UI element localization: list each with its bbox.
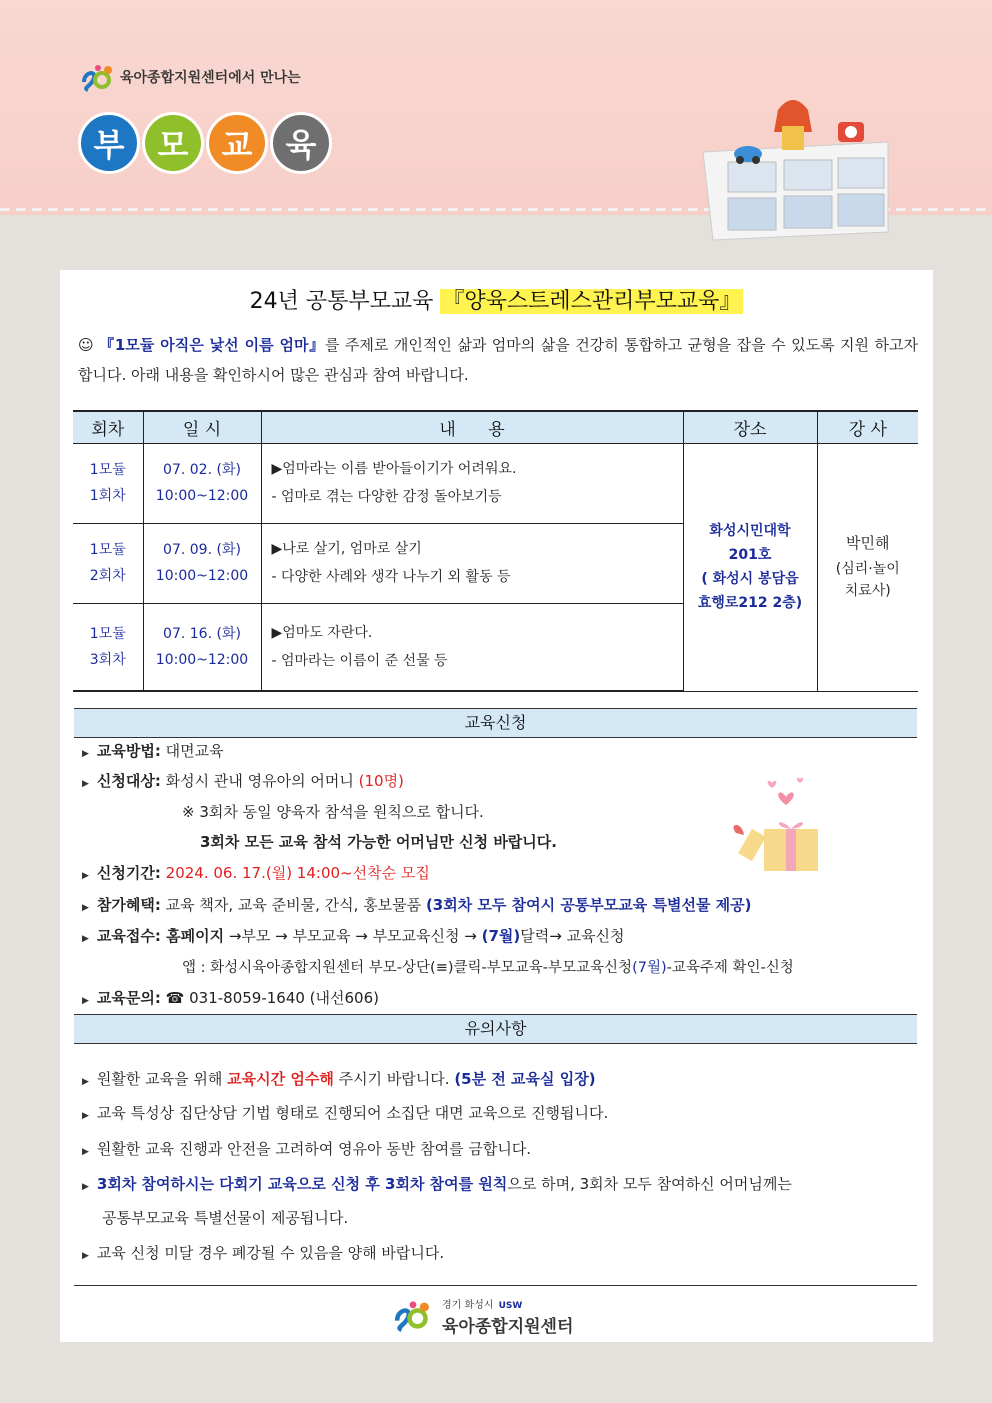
bullet-icon: ▶ <box>82 1251 89 1261</box>
schedule-header-row <box>73 411 918 443</box>
notice-4-rest: 으로 하며, 3회차 모두 참여하신 어머님께는 <box>507 1175 792 1193</box>
row-module: 1모듈 <box>89 462 126 478</box>
row-time: 10:00~12:00 <box>155 488 249 504</box>
notice-1-b: 주시기 바랍니다. <box>333 1070 455 1088</box>
bullet-icon: ▶ <box>82 1182 89 1192</box>
apply-benefit <box>82 894 752 915</box>
footer-city: 경기 화성시 <box>442 1300 494 1311</box>
schedule-table <box>73 410 918 692</box>
apply-app-line <box>182 956 794 977</box>
notice-3 <box>82 1138 531 1159</box>
center-logo-icon <box>80 62 116 92</box>
gift-icon <box>728 775 823 875</box>
reception-home: 홈페이지 <box>160 927 225 945</box>
notice-5 <box>82 1242 444 1263</box>
period-label: 신청기간: <box>96 864 161 882</box>
row-date: 07. 16. (화) <box>163 625 241 642</box>
title-char-bu: 부 <box>78 112 140 174</box>
apply-section-title: 교육신청 <box>74 708 917 738</box>
target-count: (10명) <box>358 772 404 790</box>
notice-1-a: 원활한 교육을 위해 <box>96 1070 228 1088</box>
reception-path: →부모 → 부모교육 → 부모교육신청 → <box>224 927 482 945</box>
row-content-detail: - 엄마로 겪는 다양한 감정 돌아보기등 <box>271 489 502 505</box>
row-date: 07. 02. (화) <box>163 462 241 478</box>
intro-paragraph <box>78 330 918 390</box>
header-subtitle-row <box>80 62 301 92</box>
row-content-title: ▶엄마라는 이름 받아들이기가 어려워요. <box>271 461 517 477</box>
target-label: 신청대상: <box>96 772 161 790</box>
lecturer-name: 박민해 <box>846 534 890 552</box>
notice-3-text: 원활한 교육 진행과 안전을 고려하여 영유아 동반 참여를 금합니다. <box>96 1140 532 1158</box>
lecturer-cell <box>817 443 918 691</box>
smile-icon: ☺ <box>78 336 94 354</box>
notice-section-title: 유의사항 <box>74 1014 917 1044</box>
inquiry-value: ☎ 031-8059-1640 (내선606) <box>160 989 379 1007</box>
col-datetime: 일 시 <box>143 411 261 443</box>
bullet-icon: ▶ <box>82 1077 89 1087</box>
bullet-icon: ▶ <box>82 871 89 881</box>
apply-note-1: ※ 3회차 동일 양육자 참석을 원칙으로 합니다. <box>182 803 484 821</box>
row-date: 07. 09. (화) <box>163 542 241 558</box>
footer-center-name: 육아종합지원센터 <box>442 1317 574 1337</box>
document-title <box>60 284 933 315</box>
row-module: 1모듈 <box>89 625 126 642</box>
row-content-detail: - 다양한 사례와 생각 나누기 외 활동 등 <box>271 569 511 585</box>
parent-education-title <box>78 112 332 174</box>
reception-label: 교육접수: <box>96 927 161 945</box>
title-char-mo: 모 <box>142 112 204 174</box>
location-line: 201호 <box>728 547 772 563</box>
row-session: 2회차 <box>89 568 126 584</box>
row-module: 1모듈 <box>89 542 126 558</box>
period-value: 2024. 06. 17.(월) 14:00~선착순 모집 <box>160 864 430 882</box>
row-session: 1회차 <box>89 488 126 504</box>
col-location: 장소 <box>683 411 817 443</box>
method-label: 교육방법: <box>96 742 161 760</box>
row-content-detail: - 엄마라는 이름이 준 선물 등 <box>271 652 448 669</box>
reception-end: 달력→ 교육신청 <box>520 927 625 945</box>
lecturer-role: (심리·놀이 <box>835 561 900 577</box>
bullet-icon: ▶ <box>82 996 89 1006</box>
title-char-yuk: 육 <box>270 112 332 174</box>
notice-2-text: 교육 특성상 집단상담 기법 형태로 진행되어 소집단 대면 교육으로 진행됩니다. <box>96 1104 609 1122</box>
notice-1-blue: (5분 전 교육실 입장) <box>454 1070 596 1088</box>
notice-4-blue: 3회차 참여하시는 다회기 교육으로 신청 후 3회차 참여를 원칙 <box>96 1175 508 1193</box>
bullet-icon: ▶ <box>82 779 89 789</box>
col-lecturer: 강 사 <box>817 411 918 443</box>
apply-note-2: 3회차 모든 교육 참석 가능한 어머님만 신청 바랍니다. <box>200 833 557 851</box>
location-line: 화성시민대학 <box>709 523 791 539</box>
inquiry-label: 교육문의: <box>96 989 161 1007</box>
apply-inquiry <box>82 987 379 1008</box>
bullet-icon: ▶ <box>82 934 89 944</box>
notice-2 <box>82 1102 608 1123</box>
notice-4-line2: 공통부모교육 특별선물이 제공됩니다. <box>102 1209 349 1227</box>
col-session: 회차 <box>73 411 143 443</box>
footer-divider <box>74 1285 917 1286</box>
apply-method <box>82 740 224 761</box>
col-content: 내 용 <box>261 411 683 443</box>
toy-shelf-illustration <box>698 92 898 242</box>
app-line-b: -교육주제 확인-신청 <box>666 960 794 976</box>
notice-4 <box>82 1173 792 1194</box>
app-line-month: (7월) <box>632 960 667 976</box>
title-char-gyo: 교 <box>206 112 268 174</box>
bullet-icon: ▶ <box>82 749 89 759</box>
reception-month: (7월) <box>481 927 521 945</box>
target-value: 화성시 관내 영유아의 어머니 <box>160 772 359 790</box>
apply-target <box>82 770 404 791</box>
row-time: 10:00~12:00 <box>155 568 249 584</box>
method-value: 대면교육 <box>160 742 224 760</box>
location-line: ( 화성시 봉담읍 <box>701 571 799 587</box>
table-row <box>73 443 918 523</box>
intro-theme: 『1모듈 아직은 낯선 이름 엄마』 <box>99 336 325 354</box>
lecturer-role: 치료사) <box>844 583 891 599</box>
notice-5-text: 교육 신청 미달 경우 폐강될 수 있음을 양해 바랍니다. <box>96 1244 445 1262</box>
benefit-label: 참가혜택: <box>96 896 161 914</box>
footer-logo <box>390 1293 573 1337</box>
notice-1 <box>82 1068 596 1089</box>
title-highlight: 『양육스트레스관리부모교육』 <box>442 289 742 314</box>
intro-text: 를 주제로 개인적인 삶과 엄마의 삶을 건강히 통합하고 균형을 잡을 수 있도록 지원 하고자 합니다. 아래 내용을 확인하시어 많은 관심과 참여 바랍니다. <box>78 336 918 384</box>
benefit-extra: (3회차 모두 참여시 공통부모교육 특별선물 제공) <box>425 896 752 914</box>
apply-reception <box>82 925 625 946</box>
bullet-icon: ▶ <box>82 1111 89 1121</box>
row-time: 10:00~12:00 <box>155 651 249 668</box>
row-content-title: ▶나로 살기, 엄마로 살기 <box>271 541 422 557</box>
notice-1-red: 교육시간 엄수해 <box>227 1070 334 1088</box>
document-sheet <box>60 270 933 1342</box>
title-prefix: 24년 공통부모교육 <box>249 289 441 314</box>
row-session: 3회차 <box>89 651 126 668</box>
row-content-title: ▶엄마도 자란다. <box>271 624 373 641</box>
location-cell <box>683 443 817 691</box>
header-subtitle: 육아종합지원센터에서 만나는 <box>120 70 301 86</box>
apply-period <box>82 862 430 883</box>
footer-usw: USW <box>498 1301 523 1311</box>
location-line: 효행로212 2층) <box>697 595 803 611</box>
bullet-icon: ▶ <box>82 903 89 913</box>
footer-logo-icon <box>390 1298 436 1332</box>
bullet-icon: ▶ <box>82 1147 89 1157</box>
app-line-a: 앱 : 화성시육아종합지원센터 부모-상단(≡)클릭-부모교육-부모교육신청 <box>182 960 633 976</box>
benefit-value: 교육 책자, 교육 준비물, 간식, 홍보물품 <box>160 896 426 914</box>
